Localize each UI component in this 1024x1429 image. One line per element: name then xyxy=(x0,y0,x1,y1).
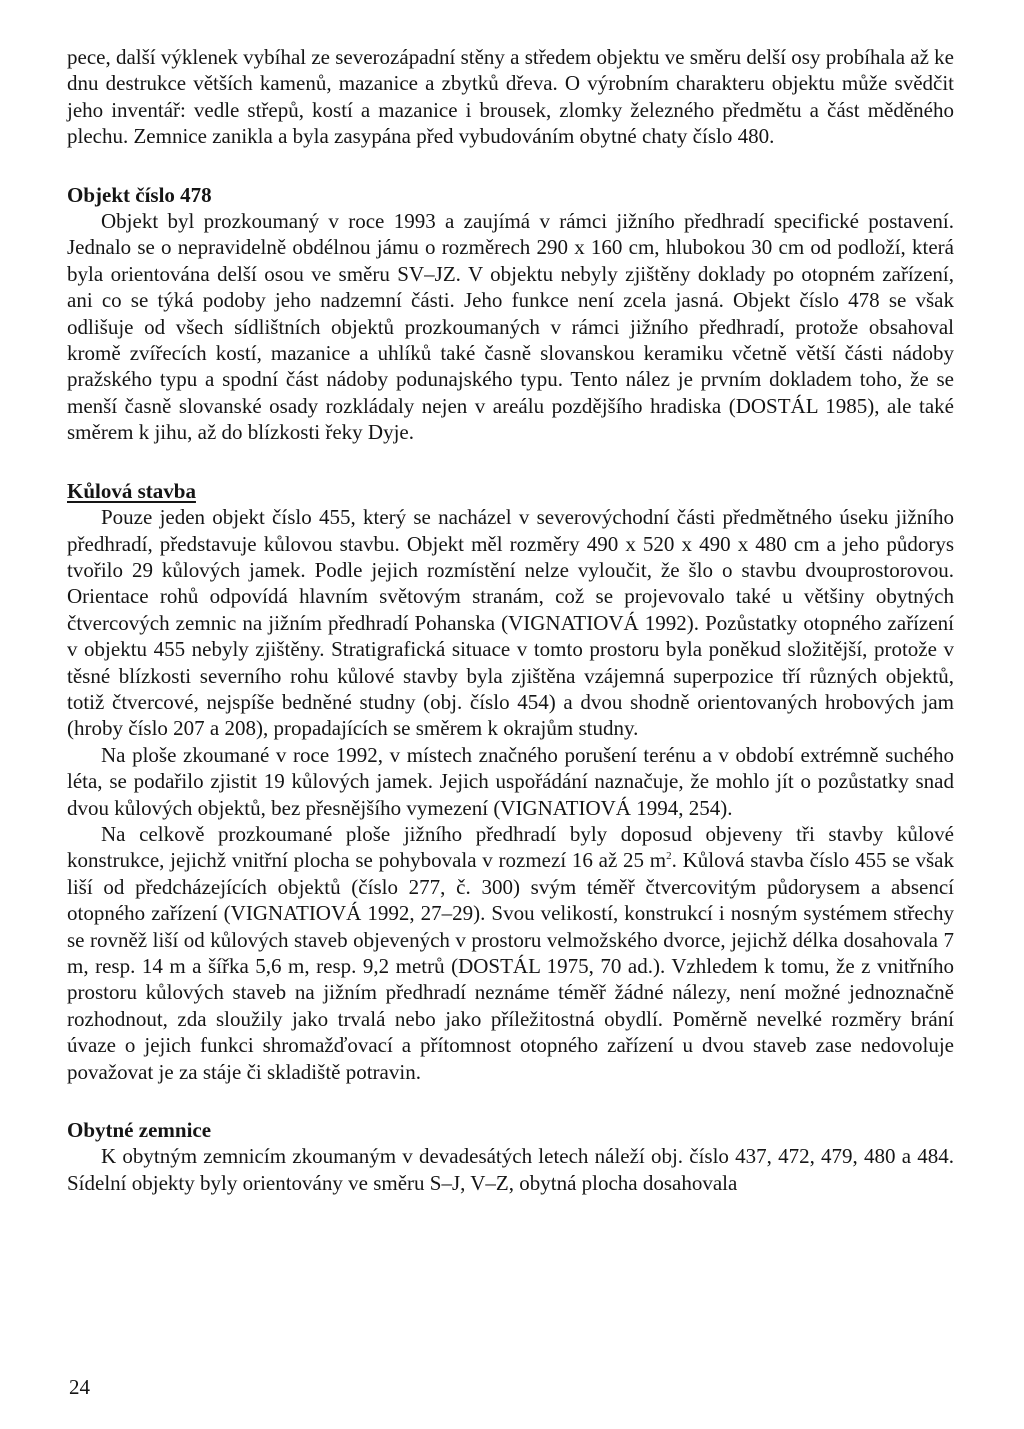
paragraph: Objekt byl prozkoumaný v roce 1993 a zaujímá v rámci jižního předhradí specifické postavení. Jednalo se o nepravidelně obdélnou jámu o rozměrech 290 x 160 cm, hlubokou 30 cm od podloží, která byla orientována delší osou ve směru SV–JZ. V objektu nebyly zjištěny doklady po otopném zařízení, ani co se týká podoby jeho nadzemní části. Jeho funkce není zcela jasná. Objekt číslo 478 se však odlišuje od všech sídlištních objektů prozkoumaných v rámci jižního předhradí, protože obsahoval kromě zvířecích kostí, mazanice a uhlíků také časně slovanskou keramiku včetně větší části nádoby pražského typu a spodní část nádoby podunajského typu. Tento nález je prvním dokladem toho, že se menší časně slovanské osady rozkládaly nejen v areálu pozdějšího hradiska (DOSTÁL 1985), ale také směrem k jihu, až do blízkosti řeky Dyje. xyxy=(67,209,954,445)
paragraph: Na ploše zkoumané v roce 1992, v místech značného porušení terénu a v období extrémně suchého léta, se podařilo zjistit 19 kůlových jamek. Jejich uspořádání naznačuje, že mohlo jít o pozůstatky snad dvou kůlových objektů, bez přesnějšího vymezení (VIGNATIOVÁ 1994, 254). xyxy=(67,742,954,820)
paragraph: pece, další výklenek vybíhal ze severozápadní stěny a středem objektu ve směru delší osy probíhala až ke dnu destrukce větších kamenů, mazanice a zbytků dřeva. O výrobním charakteru objektu může svědčit jeho inventář: vedle střepů, kostí a mazanice i brousek, zlomky železného předmětu a část měděného plechu. Zemnice zanikla a byla zasypána před vybudováním obytné chaty číslo 480. xyxy=(67,45,954,149)
text-run: . Kůlová stavba číslo 455 se však liší od předcházejících objektů (číslo 277, č. 300) svým téměř čtvercovitým půdorysem a absencí otopného zařízení (VIGNATIOVÁ 1992, 27–29). Svou velikostí, konstrukcí i nosným systémem střechy se rovněž liší od kůlových staveb objevených v prostoru velmožského dvorce, jejichž délka dosahovala 7 m, resp. 14 m a šířka 5,6 m, resp. 9,2 metrů (DOSTÁL 1975, 70 ad.). Vzhledem k tomu, že z vnitřního prostoru kůlových staveb na jižním předhradí neznáme téměř žádné nálezy, není možné jednoznačně rozhodnout, zda sloužily jako trvalá nebo jako příležitostná obydlí. Poměrně nevelké rozměry brání úvaze o jejich funkci shromažďovací a přítomnost otopného zařízení u dvou staveb zase nedovoluje považovat je za stáje či skladiště potravin. xyxy=(67,848,954,1084)
page-body xyxy=(67,44,954,1196)
superscript: 2 xyxy=(666,850,672,863)
section-heading-kulova-stavba: Kůlová stavba xyxy=(67,478,196,503)
page-number: 24 xyxy=(69,1375,90,1399)
paragraph: K obytným zemnicím zkoumaným v devadesátých letech náleží obj. číslo 437, 472, 479, 480 a 484. Sídelní objekty byly orientovány ve směru S–J, V–Z, obytná plocha dosahovala xyxy=(67,1144,954,1195)
text-run: Na celkově prozkoumané ploše jižního předhradí byly doposud objeveny tři stavby kůlové konstrukce, jejichž vnitřní plocha se pohybovala v rozmezí 16 až 25 m xyxy=(67,821,954,873)
paragraph xyxy=(67,821,954,1085)
paragraph: Pouze jeden objekt číslo 455, který se nacházel v severovýchodní části předmětného úseku jižního předhradí, představuje kůlovou stavbu. Objekt měl rozměry 490 x 520 x 490 x 480 cm a jeho půdorys tvořilo 29 kůlových jamek. Podle jejich rozmístění nelze vyloučit, že šlo o stavbu dvouprostorovou. Orientace rohů odpovídá hlavním světovým stranám, což se projevovalo také u většiny obytných čtvercových zemnic na jižním předhradí Pohanska (VIGNATIOVÁ 1992). Pozůstatky otopného zařízení v objektu 455 nebyly zjištěny. Stratigrafická situace v tomto prostoru byla poněkud složitější, protože v těsné blízkosti severního rohu kůlové stavby byla zjištěna vzájemná superpozice tří různých objektů, totiž čtvercové, nejspíše bedněné studny (obj. číslo 454) a dvou shodně orientovaných hrobových jam (hroby číslo 207 a 208), propadajících se směrem k okrajům studny. xyxy=(67,505,954,741)
section-heading-objekt-478: Objekt číslo 478 xyxy=(67,182,212,207)
section-heading-obytne-zemnice: Obytné zemnice xyxy=(67,1118,212,1143)
